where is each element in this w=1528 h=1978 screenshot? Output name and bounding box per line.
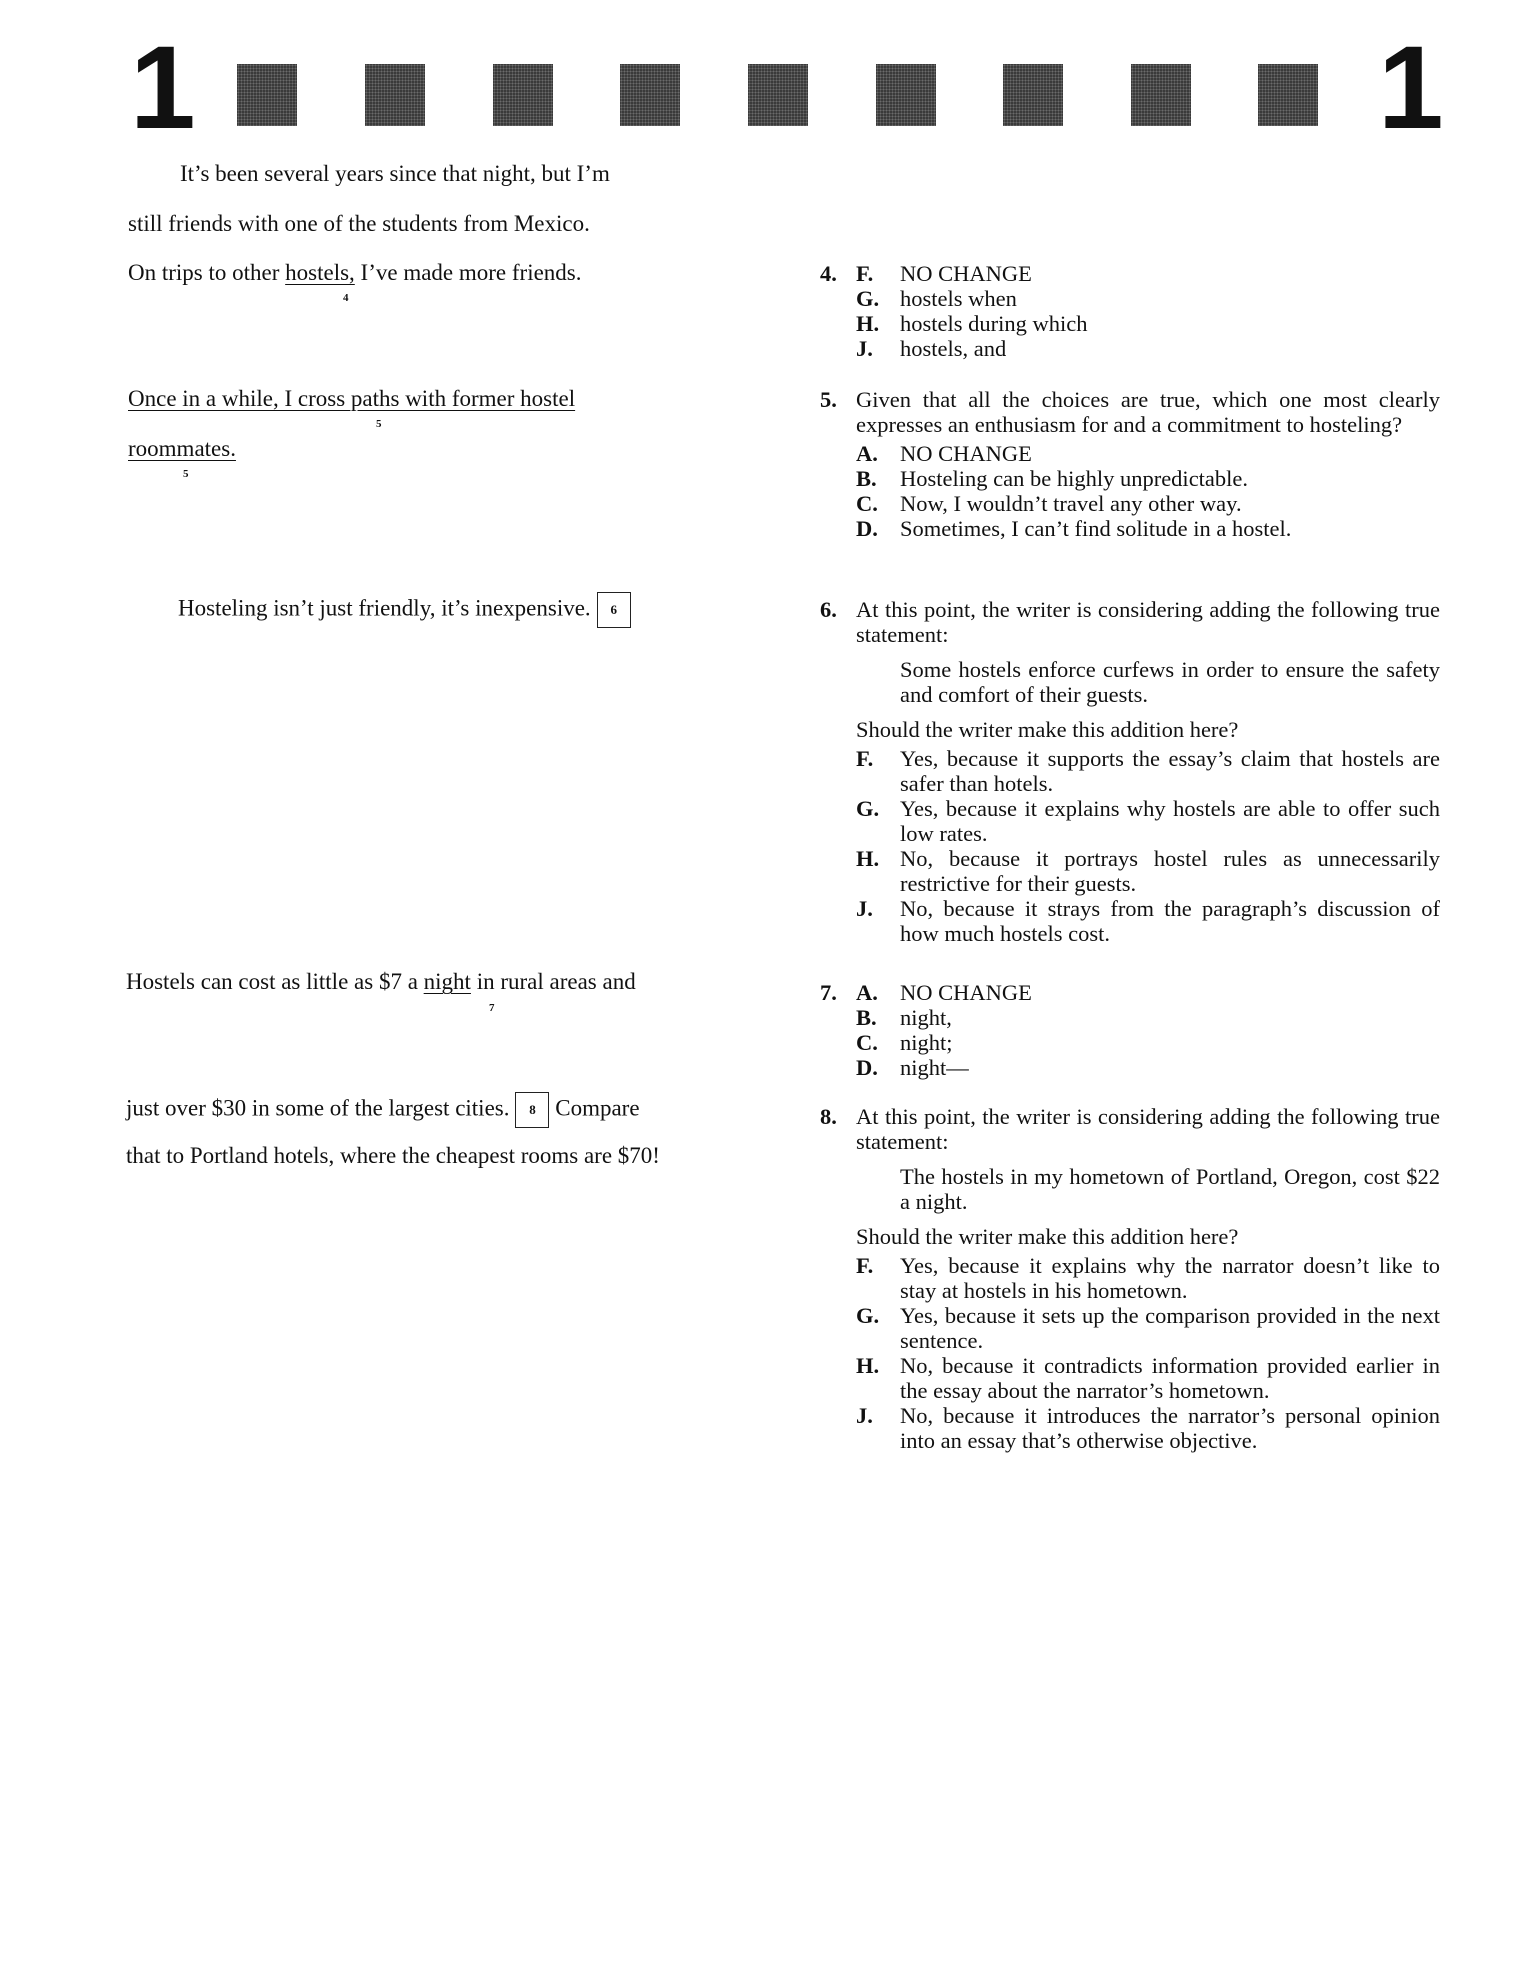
option-7-d[interactable]: D. night— <box>856 1055 969 1080</box>
option-7-b[interactable]: B. night, <box>856 1005 952 1030</box>
option-8-g[interactable]: G. Yes, because it sets up the comparison provided in the next sentence. <box>856 1303 1440 1353</box>
option-7-c[interactable]: C. night; <box>856 1030 953 1055</box>
question-box-8: 8 <box>515 1092 549 1128</box>
passage-line: Hosteling isn’t just friendly, it’s inexpensive. 6 <box>178 592 631 628</box>
question-ref-7: 7 <box>489 1002 495 1014</box>
underlined-night: night <box>423 969 471 994</box>
option-4-f[interactable]: F. NO CHANGE <box>856 261 1032 286</box>
question-6: 6. At this point, the writer is considering adding the following true statement: Some hostels enforce curfews in order to ensure the safety and comfort of their guests. Should the writer make this addition here? F. Yes, because it supports the essay’s claim that hostels are safer than hotels. G. Yes, because it explains why hostels are able to offer such low rates. H. No, because it portrays hostel rules as unnecessarily restrictive for their guests. J. No, because it strays from the paragraph’s discussion of how much hostels cost. <box>820 597 1440 946</box>
passage-line: On trips to other hostels, I’ve made more friends. <box>128 260 582 285</box>
option-4-h[interactable]: H. hostels during which <box>856 311 1088 336</box>
option-4-j[interactable]: J. hostels, and <box>856 336 1007 361</box>
option-6-h[interactable]: H. No, because it portrays hostel rules as unnecessarily restrictive for their guests. <box>856 846 1440 896</box>
question-ref-4: 4 <box>343 292 349 304</box>
question-ref-5: 5 <box>376 418 382 430</box>
option-7-a[interactable]: A. NO CHANGE <box>856 980 1032 1005</box>
option-5-b[interactable]: B. Hosteling can be highly unpredictable. <box>856 466 1249 491</box>
question-ask: Should the writer make this addition here? <box>856 1224 1239 1249</box>
header-block <box>876 64 936 126</box>
passage-line: still friends with one of the students from Mexico. <box>128 211 590 236</box>
option-5-d[interactable]: D. Sometimes, I can’t find solitude in a hostel. <box>856 516 1292 541</box>
header-block <box>1258 64 1318 126</box>
header-block <box>1131 64 1191 126</box>
question-8: 8. At this point, the writer is considering adding the following true statement: The hostels in my hometown of Portland, Oregon, cost $22 a night. Should the writer make this addition here? F. Yes, because it explains why the narrator doesn’t like to stay at hostels in his hometown. G. Yes, because it sets up the comparison provided in the next sentence. H. No, because it contradicts information provided earlier in the essay about the narrator’s hometown. J. No, because it introduces the narrator’s personal opinion into an essay that’s otherwise objective. <box>820 1104 1440 1453</box>
underlined-hostels: hostels, <box>285 260 355 285</box>
header-block <box>748 64 808 126</box>
question-stem: At this point, the writer is considering adding the following true statement: <box>856 1104 1440 1154</box>
option-5-a[interactable]: A. NO CHANGE <box>856 441 1032 466</box>
option-6-g[interactable]: G. Yes, because it explains why hostels are able to offer such low rates. <box>856 796 1440 846</box>
option-8-h[interactable]: H. No, because it contradicts information provided earlier in the essay about the narrator’s hometown. <box>856 1353 1440 1403</box>
passage-line: Hostels can cost as little as $7 a night in rural areas and <box>126 969 636 994</box>
question-stem: At this point, the writer is considering adding the following true statement: <box>856 597 1440 647</box>
option-8-j[interactable]: J. No, because it introduces the narrator’s personal opinion into an essay that’s otherwise objective. <box>856 1403 1440 1453</box>
option-4-g[interactable]: G. hostels when <box>856 286 1017 311</box>
underlined-sentence-5: Once in a while, I cross paths with former hostel <box>128 386 576 411</box>
question-7: 7. A. NO CHANGE B. night, C. night; D. night— <box>820 980 1440 1080</box>
proposed-statement: The hostels in my hometown of Portland, Oregon, cost $22 a night. <box>900 1164 1440 1214</box>
passage-line: that to Portland hotels, where the cheapest rooms are $70! <box>126 1143 660 1168</box>
underlined-sentence-5-cont: roommates. <box>128 436 236 461</box>
question-box-6: 6 <box>597 592 631 628</box>
section-number-right: 1 <box>1378 22 1444 154</box>
section-number-left: 1 <box>130 22 196 154</box>
option-6-f[interactable]: F. Yes, because it supports the essay’s claim that hostels are safer than hotels. <box>856 746 1440 796</box>
option-5-c[interactable]: C. Now, I wouldn’t travel any other way. <box>856 491 1242 516</box>
option-8-f[interactable]: F. Yes, because it explains why the narrator doesn’t like to stay at hostels in his hometown. <box>856 1253 1440 1303</box>
question-stem: Given that all the choices are true, which one most clearly expresses an enthusiasm for and a commitment to hosteling? <box>856 387 1440 437</box>
header-block <box>620 64 680 126</box>
header-block <box>493 64 553 126</box>
header-block <box>1003 64 1063 126</box>
passage-line: It’s been several years since that night, but I’m <box>180 161 610 186</box>
question-4: 4. F. NO CHANGE G. hostels when H. hostels during which J. hostels, and <box>820 261 1440 361</box>
question-ref-5: 5 <box>183 468 189 480</box>
passage-line: just over $30 in some of the largest cities. 8 Compare <box>126 1092 640 1128</box>
proposed-statement: Some hostels enforce curfews in order to ensure the safety and comfort of their guests. <box>900 657 1440 707</box>
question-ask: Should the writer make this addition here? <box>856 717 1239 742</box>
question-5: 5. Given that all the choices are true, which one most clearly expresses an enthusiasm for and a commitment to hosteling? A. NO CHANGE B. Hosteling can be highly unpredictable. C. Now, I wouldn’t travel any other way. D. Sometimes, I can’t find solitude in a hostel. <box>820 387 1440 541</box>
header-block <box>237 64 297 126</box>
option-6-j[interactable]: J. No, because it strays from the paragraph’s discussion of how much hostels cost. <box>856 896 1440 946</box>
header-block <box>365 64 425 126</box>
